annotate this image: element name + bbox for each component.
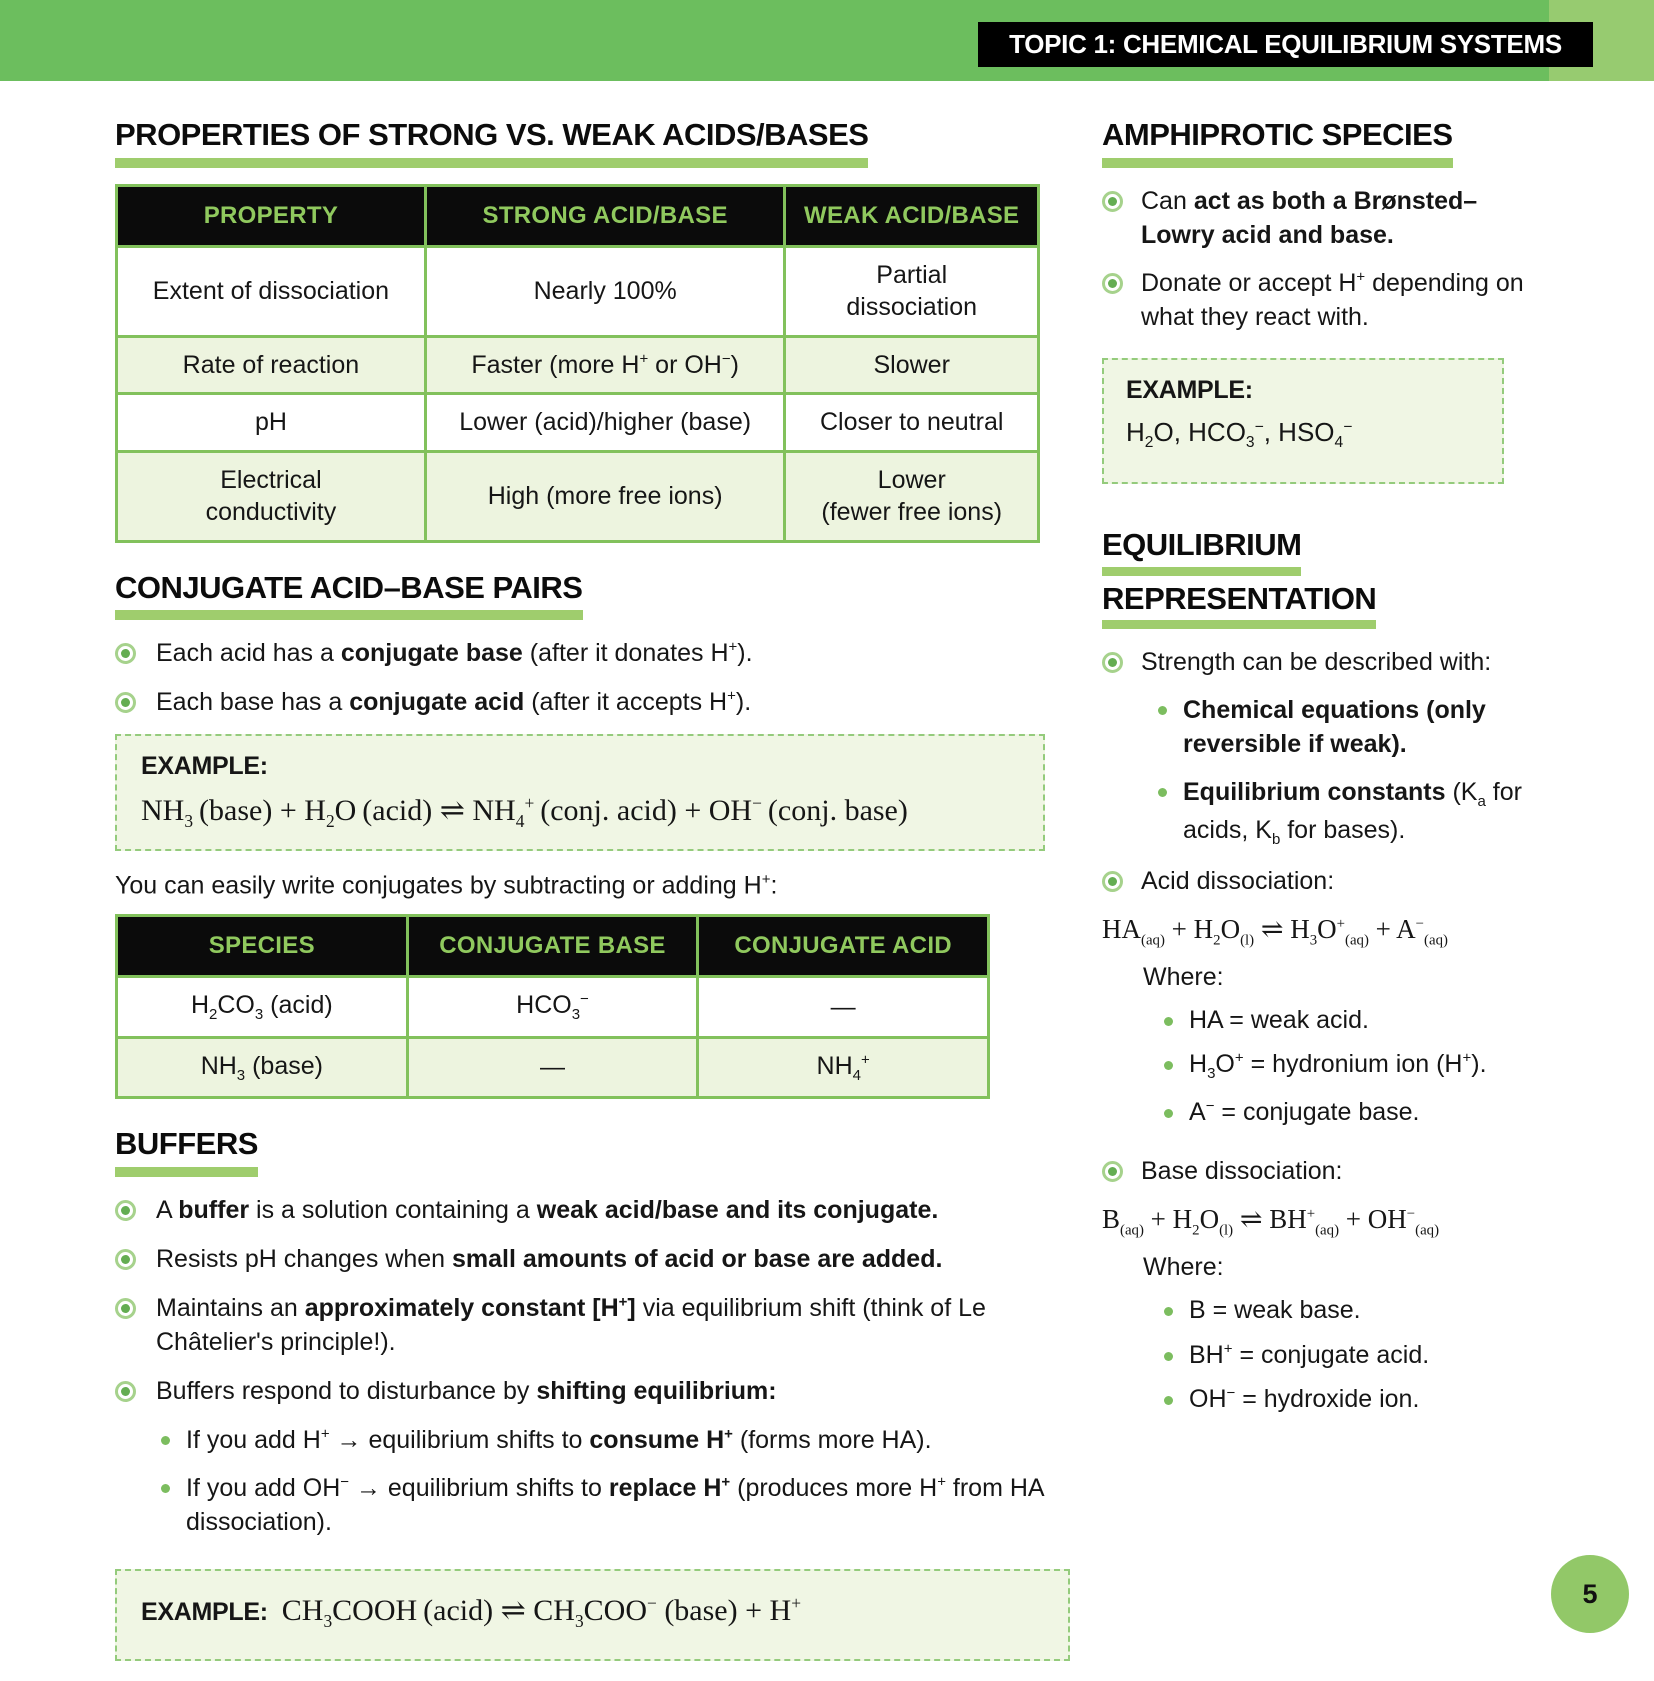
where-text: A− = conjugate base. [1189, 1097, 1420, 1126]
conjugate-note: You can easily write conjugates by subtracting or adding H+: [115, 871, 778, 900]
base-dissociation-equation: $B_{(aq)} + H_2O_{(l)}$ ⇌ $BH^+_{(aq)} + OH^-_{(aq)}$ [1102, 1204, 1440, 1239]
bullet-ring-icon [115, 643, 136, 664]
topic-banner [978, 22, 1593, 67]
bullet-text: Buffers respond to disturbance by shifting equilibrium: [156, 1377, 777, 1406]
table-row [117, 246, 1039, 336]
example-row [141, 1591, 1044, 1633]
bullet-text: Each acid has a conjugate base (after it donates H+). [156, 639, 753, 668]
col-header-species: SPECIES [117, 916, 408, 977]
bullet-dot-icon [1164, 1352, 1173, 1361]
conjugate-example-equation: $NH_3$ (base) + $H_2O$ (acid) ⇌ $NH_4^+$ (conj. acid) + OH− (conj. base) [141, 793, 908, 832]
properties-table [115, 184, 1040, 543]
cell: $NH_4^+$ [698, 1037, 989, 1098]
where-label: Where: [1143, 962, 1224, 991]
list-item [115, 1291, 1085, 1359]
sub-list-item [161, 1423, 1085, 1457]
table-header-row [117, 916, 989, 977]
heading-line: REPRESENTATION [1102, 582, 1545, 630]
left-column [115, 118, 1085, 1681]
example-box-amphiprotic [1102, 358, 1504, 484]
cell: $H_2CO_3$ (acid) [117, 977, 408, 1038]
cell: Partial dissociation [785, 246, 1039, 336]
bullet-ring-icon [115, 1381, 136, 1402]
buffer-example-equation: $CH_3COOH$ (acid) ⇌ $CH_3COO^-$ (base) + H+ [281, 1593, 801, 1632]
table-row [117, 1037, 989, 1098]
species-table-header [117, 916, 989, 977]
cell: Nearly 100% [425, 246, 785, 336]
bullet-ring-icon [115, 1298, 136, 1319]
species-table [115, 914, 990, 1099]
equilibrium-representation-section [1102, 528, 1545, 1416]
where-text: BH+ = conjugate acid. [1189, 1340, 1430, 1369]
list-item [1102, 1154, 1545, 1188]
bullet-ring-icon [1102, 191, 1123, 212]
bullet-ring-icon [115, 1249, 136, 1270]
col-header-strong: STRONG ACID/BASE [425, 185, 785, 246]
cell: — [407, 1037, 698, 1098]
example-label: EXAMPLE: [141, 752, 268, 781]
cell: $HCO_3^-$ [407, 977, 698, 1038]
properties-table-body [117, 246, 1039, 541]
bullet-text: Strength can be described with: [1141, 648, 1492, 677]
bullet-dot-icon [1164, 1396, 1173, 1405]
bullet-ring-icon [115, 1200, 136, 1221]
bullet-ring-icon [1102, 871, 1123, 892]
species-table-body [117, 977, 989, 1098]
bullet-dot-icon [161, 1484, 170, 1493]
amphiprotic-formulas: $H_2O$, $HCO_3^-$, $HSO_4^-$ [1126, 416, 1353, 451]
conjugate-heading: CONJUGATE ACID–BASE PAIRS [115, 571, 1085, 621]
buffers-heading: BUFFERS [115, 1127, 1085, 1177]
table-row [117, 451, 1039, 541]
bullet-text: Resists pH changes when small amounts of acid or base are added. [156, 1245, 943, 1274]
bullet-ring-icon [115, 692, 136, 713]
list-item [1102, 864, 1545, 898]
bullet-text: Donate or accept H+ depending on what they react with. [1141, 268, 1524, 331]
bullet-dot-icon [1164, 1307, 1173, 1316]
bullet-dot-icon [1158, 706, 1167, 715]
properties-table-header [117, 185, 1039, 246]
properties-heading: PROPERTIES OF STRONG VS. WEAK ACIDS/BASES [115, 118, 1085, 168]
cell: Faster (more H+ or OH−) [425, 336, 785, 394]
right-column [1102, 118, 1545, 1428]
where-item [1164, 1048, 1545, 1084]
amphiprotic-section [1102, 118, 1545, 484]
col-header-conj-acid: CONJUGATE ACID [698, 916, 989, 977]
cell: Closer to neutral [785, 394, 1039, 452]
cell: $NH_3$ (base) [117, 1037, 408, 1098]
example-box-conjugate [115, 734, 1045, 851]
amphiprotic-heading: AMPHIPROTIC SPECIES [1102, 118, 1545, 168]
cell: Lower (fewer free ions) [785, 451, 1039, 541]
table-header-row [117, 185, 1039, 246]
bullet-ring-icon [1102, 652, 1123, 673]
cell: pH [117, 394, 426, 452]
col-header-conj-base: CONJUGATE BASE [407, 916, 698, 977]
cell: Slower [785, 336, 1039, 394]
list-item [1102, 645, 1545, 679]
bullet-dot-icon [1164, 1017, 1173, 1026]
table-row [117, 394, 1039, 452]
acid-dissociation-equation: $HA_{(aq)} + H_2O_{(l)}$ ⇌ $H_3O^+_{(aq)} + A^-_{(aq)}$ [1102, 914, 1448, 949]
table-row [117, 336, 1039, 394]
col-header-property: PROPERTY [117, 185, 426, 246]
where-text: OH− = hydroxide ion. [1189, 1384, 1420, 1413]
example-label: EXAMPLE: [141, 1598, 268, 1627]
bullet-dot-icon [1164, 1109, 1173, 1118]
cell: Extent of dissociation [117, 246, 426, 336]
cell: Rate of reaction [117, 336, 426, 394]
cell: High (more free ions) [425, 451, 785, 541]
cell: — [698, 977, 989, 1038]
cell: Electrical conductivity [117, 451, 426, 541]
example-label: EXAMPLE: [1126, 375, 1253, 404]
where-item [1164, 1383, 1545, 1416]
bullet-ring-icon [1102, 273, 1123, 294]
page-number-badge [1551, 1555, 1629, 1633]
properties-section [115, 118, 1085, 543]
where-text: HA = weak acid. [1189, 1005, 1369, 1034]
topic-title: TOPIC 1: CHEMICAL EQUILIBRIUM SYSTEMS [1009, 29, 1562, 59]
sub-bullet-text: If you add OH− → equilibrium shifts to replace H+ (produces more H+ from HA dissociation). [186, 1473, 1044, 1537]
sub-list-item [1158, 775, 1545, 850]
where-text: B = weak base. [1189, 1296, 1361, 1324]
bullet-dot-icon [1164, 1061, 1173, 1070]
equilibrium-heading [1102, 528, 1545, 629]
bullet-text: A buffer is a solution containing a weak acid/base and its conjugate. [156, 1196, 939, 1225]
conjugate-pairs-section [115, 571, 1085, 1100]
bullet-dot-icon [161, 1436, 170, 1445]
sub-bullet-text: Chemical equations (only reversible if weak). [1183, 696, 1486, 759]
sub-bullet-text: If you add H+ → equilibrium shifts to consume H+ (forms more HA). [186, 1425, 932, 1455]
heading-line: EQUILIBRIUM [1102, 528, 1545, 576]
page-number: 5 [1582, 1578, 1598, 1609]
buffers-section [115, 1127, 1085, 1660]
where-item [1164, 1096, 1545, 1129]
example-box-buffer [115, 1569, 1070, 1661]
bullet-dot-icon [1158, 788, 1167, 797]
where-text: $H_3O^+$ = hydronium ion (H+). [1189, 1049, 1487, 1083]
where-item [1164, 1004, 1545, 1037]
col-header-weak: WEAK ACID/BASE [785, 185, 1039, 246]
sub-bullet-text: Equilibrium constants ($K_a$ for acids, $K_b$ for bases). [1183, 778, 1522, 848]
list-item [1102, 266, 1545, 334]
table-row [117, 977, 989, 1038]
list-item [115, 1374, 1085, 1408]
bullet-text: Can act as both a Brønsted–Lowry acid and base. [1141, 186, 1478, 249]
cell: Lower (acid)/higher (base) [425, 394, 785, 452]
bullet-text: Each base has a conjugate acid (after it accepts H+). [156, 688, 752, 717]
where-item [1164, 1294, 1545, 1327]
where-item [1164, 1339, 1545, 1372]
list-item [115, 636, 1085, 670]
list-item [115, 685, 1085, 719]
where-label: Where: [1143, 1253, 1224, 1281]
bullet-ring-icon [1102, 1161, 1123, 1182]
bullet-text: Base dissociation: [1141, 1157, 1343, 1186]
bullet-text: Maintains an approximately constant [H+] via equilibrium shift (think of Le Châtelier's principle!). [156, 1293, 986, 1357]
list-item [115, 1242, 1085, 1276]
list-item [115, 1193, 1085, 1227]
sub-list-item [161, 1471, 1085, 1539]
bullet-text: Acid dissociation: [1141, 867, 1335, 896]
sub-list-item [1158, 693, 1545, 761]
list-item [1102, 184, 1545, 252]
